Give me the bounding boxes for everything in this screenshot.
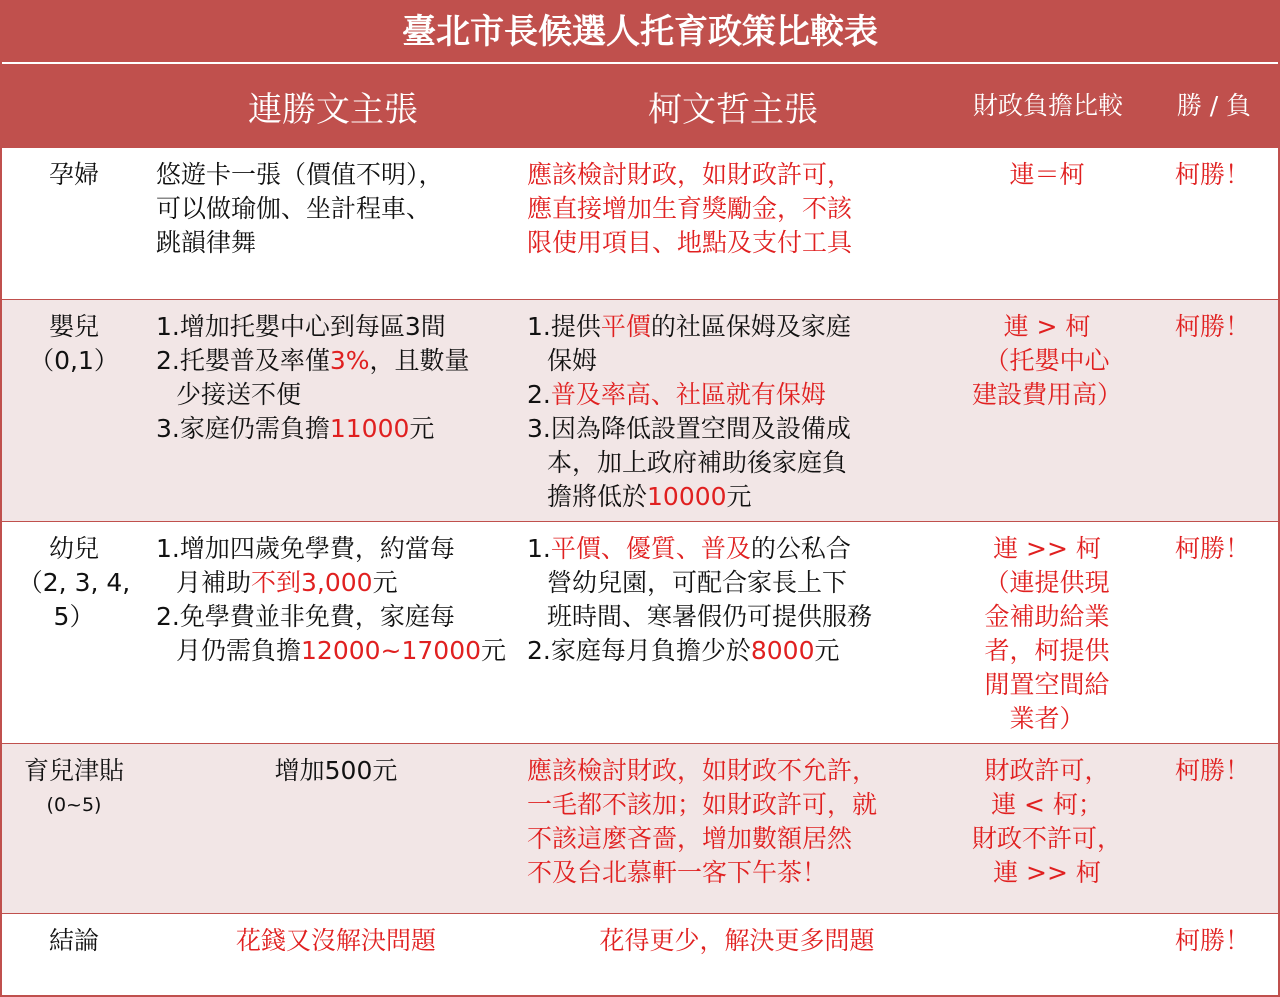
lian-cell: 悠遊卡一張（價值不明）， 可以做瑜伽、坐計程車、 跳韻律舞 — [156, 160, 444, 257]
result-cell: 柯勝！ — [1174, 160, 1250, 189]
table-row — [0, 744, 1280, 914]
row-category: 幼兒 （2, 3, 4, 5） — [17, 534, 131, 631]
lian-cell: 花錢又沒解決問題 — [235, 926, 436, 955]
ko-cell: 應該檢討財政，如財政不允許， 一毛都不該加；如財政許可，就 不該這麼吝嗇，增加數額居然 不及台北慕軒一客下午茶！ — [527, 756, 878, 887]
ko-cell: 1.提供平價的社區保姆及家庭 保姆 2.普及率高、社區就有保姆 3.因為降低設置空間及設備成 本，加上政府補助後家庭負 擔將低於10000元 — [527, 312, 851, 511]
result-cell: 柯勝！ — [1174, 312, 1250, 341]
ko-cell: 花得更少，解決更多問題 — [599, 926, 875, 955]
row-category: 育兒津貼 (0~5) — [23, 756, 124, 816]
table-title: 臺北市長候選人托育政策比較表 — [0, 0, 1280, 64]
header-result: 勝 / 負 — [1148, 64, 1280, 148]
table-row — [0, 148, 1280, 300]
lian-cell: 1.增加四歲免學費，約當每 月補助不到3,000元 2.免學費並非免費，家庭每 月仍需負擔12000~17000元 — [156, 534, 507, 665]
row-category: 孕婦 — [48, 160, 99, 189]
burden-cell: 財政許可， 連 < 柯； 財政不許可， 連 >> 柯 — [971, 756, 1122, 887]
burden-cell: 連 > 柯 （托嬰中心 建設費用高） — [971, 312, 1122, 409]
burden-cell: 連＝柯 — [1009, 160, 1085, 189]
header-category — [0, 64, 148, 148]
header-ko: 柯文哲主張 — [518, 64, 948, 148]
burden-cell: 連 >> 柯 （連提供現 金補助給業 者，柯提供 閒置空間給 業者） — [984, 534, 1110, 733]
result-cell: 柯勝！ — [1174, 534, 1250, 563]
row-category: 嬰兒 （0,1） — [29, 312, 119, 375]
result-cell: 柯勝！ — [1174, 926, 1250, 955]
result-cell: 柯勝！ — [1174, 756, 1250, 785]
ko-cell: 1.平價、優質、普及的公私合 營幼兒園，可配合家長上下 班時間、寒暑假仍可提供服務 2.家庭每月負擔少於8000元 — [527, 534, 873, 665]
row-category: 結論 — [48, 926, 99, 955]
table-row — [0, 522, 1280, 744]
table-row — [0, 300, 1280, 522]
header-lian: 連勝文主張 — [148, 64, 518, 148]
ko-cell: 應該檢討財政，如財政許可， 應直接增加生育獎勵金，不該 限使用項目、地點及支付工具 — [527, 160, 853, 257]
header-burden: 財政負擔比較 — [948, 64, 1148, 148]
lian-cell: 1.增加托嬰中心到每區3間 2.托嬰普及率僅3%，且數量 少接送不便 3.家庭仍需負擔11000元 — [156, 312, 470, 443]
lian-cell: 增加500元 — [274, 756, 398, 785]
table-row — [0, 914, 1280, 997]
